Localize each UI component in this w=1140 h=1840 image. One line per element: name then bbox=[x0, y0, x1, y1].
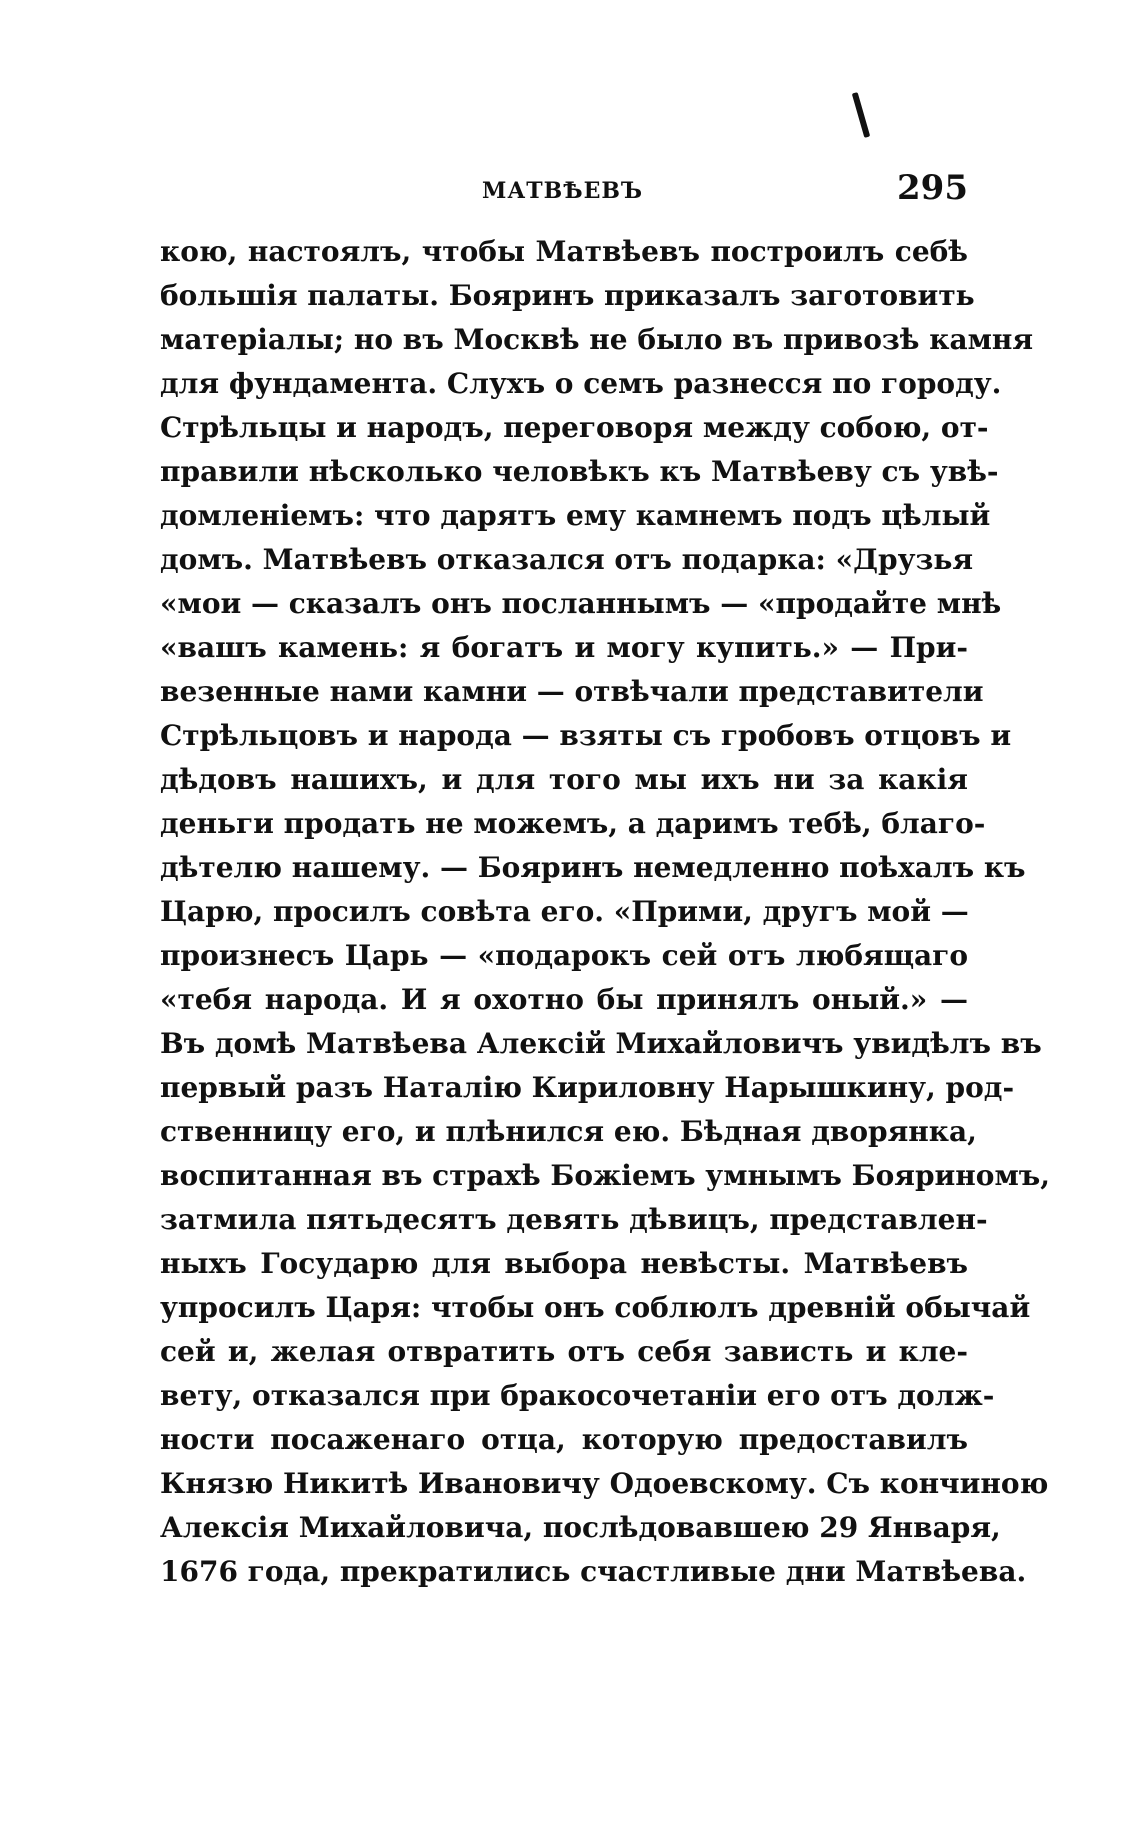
text-line: «вашъ камень: я богатъ и могу купить.» — При- bbox=[160, 631, 968, 664]
body-text bbox=[160, 230, 1051, 1594]
text-line: ныхъ Государю для выбора невѣсты. Матвѣевъ bbox=[160, 1247, 968, 1280]
text-line: везенные нами камни — отвѣчали представители bbox=[160, 675, 984, 708]
running-title: МАТВѢЕВЪ bbox=[482, 178, 644, 204]
text-line: первый разъ Наталію Кириловну Нарышкину, род- bbox=[160, 1071, 1015, 1104]
text-line: домленіемъ: что дарятъ ему камнемъ подъ цѣлый bbox=[160, 499, 991, 532]
page-number: 295 bbox=[897, 168, 968, 208]
text-line: дѣдовъ нашихъ, и для того мы ихъ ни за какія bbox=[160, 763, 968, 796]
text-line: ности посаженаго отца, которую предоставилъ bbox=[160, 1423, 968, 1456]
text-line: большія палаты. Бояринъ приказалъ заготовить bbox=[160, 279, 975, 312]
text-line: «мои — сказалъ онъ посланнымъ — «продайте мнѣ bbox=[160, 587, 1002, 620]
text-line: деньги продать не можемъ, а даримъ тебѣ, благо- bbox=[160, 807, 986, 840]
text-line: правили нѣсколько человѣкъ къ Матвѣеву съ увѣ- bbox=[160, 455, 999, 488]
text-line: затмила пятьдесятъ девять дѣвицъ, представлен- bbox=[160, 1203, 988, 1236]
text-line: 1676 года, прекратились счастливые дни Матвѣева. bbox=[160, 1555, 1027, 1588]
text-line: Алексія Михайловича, послѣдовавшею 29 Января, bbox=[160, 1511, 1001, 1544]
pen-mark bbox=[852, 92, 870, 138]
text-line: вету, отказался при бракосочетаніи его отъ долж- bbox=[160, 1379, 995, 1412]
text-line: ственницу его, и плѣнился ею. Бѣдная дворянка, bbox=[160, 1115, 977, 1148]
text-line: Стрѣльцы и народъ, переговоря между собою, от- bbox=[160, 411, 989, 444]
text-line: дѣтелю нашему. — Бояринъ немедленно поѣхалъ къ bbox=[160, 851, 1026, 884]
text-line: Царю, просилъ совѣта его. «Прими, другъ мой — bbox=[160, 895, 969, 928]
text-line: для фундамента. Слухъ о семъ разнесся по городу. bbox=[160, 367, 1002, 400]
text-line: кою, настоялъ, чтобы Матвѣевъ построилъ себѣ bbox=[160, 235, 968, 268]
text-line: Въ домѣ Матвѣева Алексій Михайловичъ увидѣлъ въ bbox=[160, 1027, 1042, 1060]
text-line: «тебя народа. И я охотно бы принялъ оный.» — bbox=[160, 983, 968, 1016]
text-line: сей и, желая отвратить отъ себя зависть и кле- bbox=[160, 1335, 968, 1368]
text-line: произнесъ Царь — «подарокъ сей отъ любящаго bbox=[160, 939, 968, 972]
text-line: упросилъ Царя: чтобы онъ соблюлъ древній обычай bbox=[160, 1291, 1031, 1324]
text-line: Стрѣльцовъ и народа — взяты съ гробовъ отцовъ и bbox=[160, 719, 1012, 752]
page-header bbox=[160, 168, 968, 214]
text-line: воспитанная въ страхѣ Божіемъ умнымъ Бояриномъ, bbox=[160, 1159, 1051, 1192]
text-line: домъ. Матвѣевъ отказался отъ подарка: «Друзья bbox=[160, 543, 974, 576]
text-line: матеріалы; но въ Москвѣ не было въ привозѣ камня bbox=[160, 323, 1034, 356]
text-line: Князю Никитѣ Ивановичу Одоевскому. Съ кончиною bbox=[160, 1467, 1049, 1500]
